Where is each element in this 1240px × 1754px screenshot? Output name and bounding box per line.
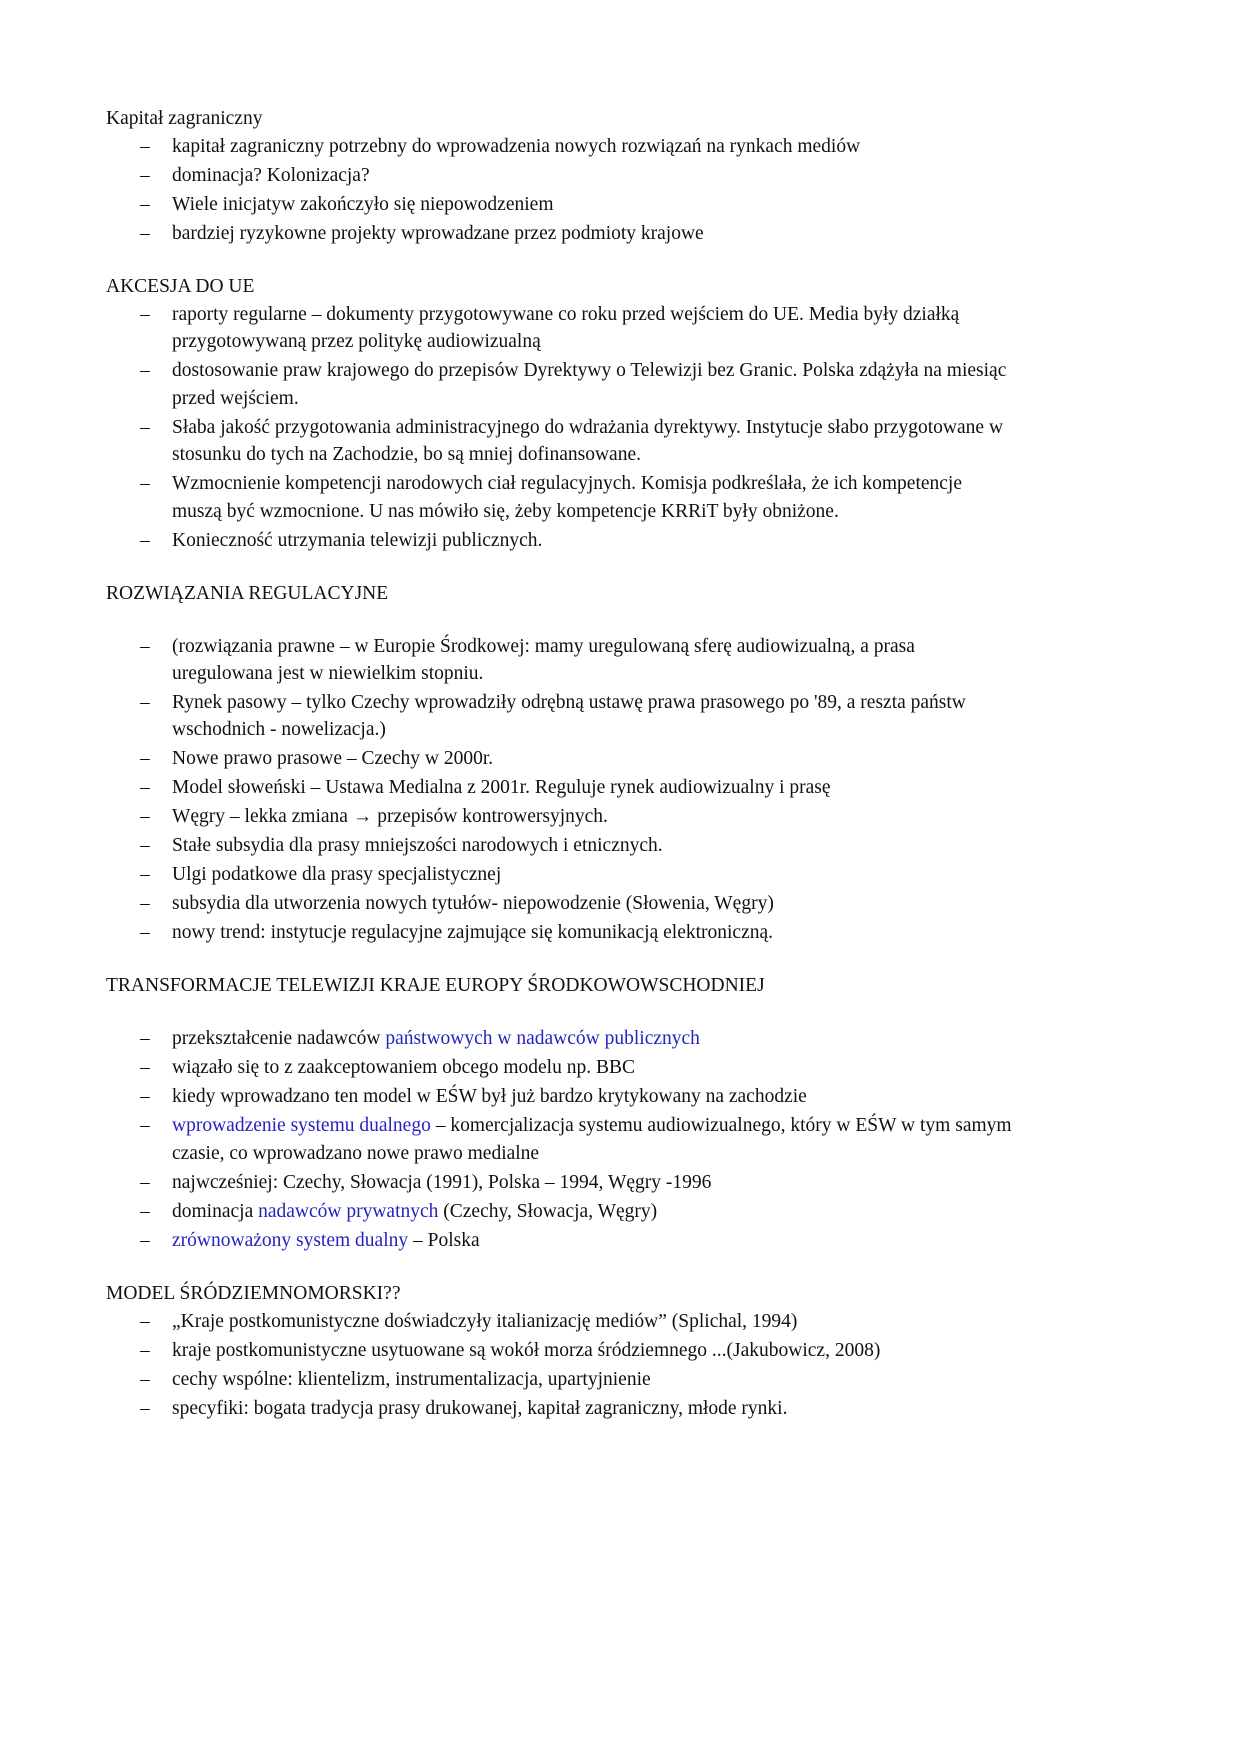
dash-bullet-icon: – [140, 1057, 150, 1079]
list-item [140, 1083, 1012, 1110]
dash-bullet-icon: – [140, 223, 150, 244]
dash-bullet-icon: – [140, 1229, 150, 1251]
item-text: nowy trend: instytucje regulacyjne zajmujące się komunikacją elektroniczną. [172, 922, 774, 944]
dash-bullet-icon: – [140, 473, 150, 495]
item-text: Węgry – lekka zmiana → przepisów kontrowersyjnych. [172, 806, 608, 828]
list-item [140, 1112, 1012, 1167]
item-text: dostosowanie praw krajowego do przepisów Dyrektywy o Telewizji bez Granic. Polska zdążyła na miesiąc przed wejściem. [172, 360, 1007, 409]
section-heading: MODEL ŚRÓDZIEMNOMORSKI?? [106, 1282, 401, 1304]
dash-bullet-icon: – [140, 692, 150, 714]
spacer [106, 556, 1006, 580]
dash-bullet-icon: – [140, 1339, 150, 1361]
list-item [140, 1054, 1012, 1081]
item-text: cechy wspólne: klientelizm, instrumentalizacja, upartyjnienie [172, 1368, 651, 1390]
list-item [140, 1198, 1012, 1225]
highlighted-text: zrównoważony system dualny [172, 1229, 409, 1251]
dash-bullet-icon: – [140, 360, 150, 382]
dash-bullet-icon: – [140, 748, 150, 770]
section [106, 556, 1006, 947]
item-text: Wiele inicjatyw zakończyło się niepowodzeniem [172, 194, 554, 215]
item-text: Rynek pasowy – tylko Czechy wprowadziły odrębną ustawę prawa prasowego po '89, a reszta państw wschodnich - nowelizacja.) [172, 692, 966, 741]
item-text: dominacja [172, 1200, 259, 1222]
dash-bullet-icon: – [140, 194, 150, 215]
item-text: – Polska [408, 1229, 480, 1251]
dash-bullet-icon: – [140, 1397, 150, 1419]
dash-bullet-icon: – [140, 136, 150, 157]
list-item [140, 633, 1012, 688]
spacer [106, 249, 1006, 273]
list-item [140, 470, 1012, 525]
dash-bullet-icon: – [140, 864, 150, 886]
bullet-list [106, 133, 1006, 247]
item-text: Model słoweński – Ustawa Medialna z 2001r. Reguluje rynek audiowizualny i prasę [172, 777, 831, 799]
item-text: subsydia dla utworzenia nowych tytułów- niepowodzenie (Słowenia, Węgry) [172, 893, 774, 915]
spacer [106, 1256, 1006, 1280]
item-text: raporty regularne – dokumenty przygotowywane co roku przed wejściem do UE. Media były działką przygotowywaną przez politykę audiowizualną [172, 304, 960, 353]
list-item [140, 774, 1012, 801]
item-text: (Czechy, Słowacja, Węgry) [438, 1200, 658, 1222]
section-heading: TRANSFORMACJE TELEWIZJI KRAJE EUROPY ŚRODKOWOWSCHODNIEJ [106, 975, 765, 997]
bullet-list [106, 633, 1006, 947]
list-item [140, 1337, 1012, 1364]
list-item [140, 133, 1012, 160]
item-text: „Kraje postkomunistyczne doświadczyły italianizację mediów” (Splichal, 1994) [172, 1310, 798, 1332]
list-item [140, 803, 1012, 830]
dash-bullet-icon: – [140, 1028, 150, 1050]
item-text: kraje postkomunistyczne usytuowane są wokół morza śródziemnego ...(Jakubowicz, 2008) [172, 1339, 881, 1361]
list-item [140, 1366, 1012, 1393]
section [106, 948, 1012, 1254]
dash-bullet-icon: – [140, 922, 150, 944]
item-text: kiedy wprowadzano ten model w EŚW był już bardzo krytykowany na zachodzie [172, 1086, 807, 1108]
dash-bullet-icon: – [140, 1171, 150, 1193]
highlighted-text: państwowych w nadawców publicznych [385, 1028, 700, 1050]
list-item [140, 220, 1012, 247]
list-item [140, 301, 1012, 356]
highlighted-text: wprowadzenie systemu dualnego [172, 1115, 431, 1137]
list-item [140, 191, 1012, 218]
spacer [106, 608, 1006, 633]
item-text: kapitał zagraniczny potrzebny do wprowadzenia nowych rozwiązań na rynkach mediów [172, 136, 861, 157]
spacer [106, 1000, 1006, 1025]
dash-bullet-icon: – [140, 529, 150, 551]
highlighted-text: nadawców prywatnych [258, 1200, 439, 1222]
list-item [140, 357, 1012, 412]
list-item [140, 861, 1012, 888]
spacer [106, 948, 1006, 972]
list-item [140, 1025, 1012, 1052]
item-text: dominacja? Kolonizacja? [172, 165, 370, 186]
item-text: – komercjalizacja systemu audiowizualnego, który w EŚW w tym samym czasie, co wprowadzano nowe prawo medialne [172, 1115, 1012, 1164]
section [106, 249, 1006, 554]
list-item [140, 1395, 1012, 1422]
item-text: (rozwiązania prawne – w Europie Środkowej: mamy uregulowaną sferę audiowizualną, a prasa uregulowana jest w niewielkim stopniu. [172, 635, 915, 685]
item-text: Słaba jakość przygotowania administracyjnego do wdrażania dyrektywy. Instytucje słabo przygotowane w stosunku do tych na Zachodzie, bo są mniej dofinansowane. [172, 416, 1004, 466]
list-item [140, 1308, 1012, 1335]
dash-bullet-icon: – [140, 1200, 150, 1222]
dash-bullet-icon: – [140, 1115, 150, 1137]
dash-bullet-icon: – [140, 893, 150, 915]
section-heading: ROZWIĄZANIA REGULACYJNE [106, 582, 389, 604]
list-item [140, 1227, 1012, 1254]
item-text: Wzmocnienie kompetencji narodowych ciał regulacyjnych. Komisja podkreślała, że ich kompetencje muszą być wzmocnione. U nas mówiło się, żeby kompetencje KRRiT były obniżone. [172, 473, 962, 522]
dash-bullet-icon: – [140, 1368, 150, 1390]
list-item [140, 745, 1012, 772]
dash-bullet-icon: – [140, 416, 150, 438]
dash-bullet-icon: – [140, 304, 150, 325]
item-text: specyfiki: bogata tradycja prasy drukowanej, kapitał zagraniczny, młode rynki. [172, 1397, 788, 1419]
item-text: bardziej ryzykowne projekty wprowadzane przez podmioty krajowe [172, 223, 704, 244]
item-text: Konieczność utrzymania telewizji publicznych. [172, 529, 543, 551]
dash-bullet-icon: – [140, 635, 150, 657]
list-item [140, 414, 1012, 469]
item-text: przekształcenie nadawców [172, 1028, 386, 1050]
dash-bullet-icon: – [140, 1086, 150, 1108]
item-text: Ulgi podatkowe dla prasy specjalistycznej [172, 864, 502, 886]
dash-bullet-icon: – [140, 165, 150, 186]
item-text: najwcześniej: Czechy, Słowacja (1991), Polska – 1994, Węgry -1996 [172, 1171, 712, 1193]
dash-bullet-icon: – [140, 1310, 150, 1332]
section [106, 105, 1006, 247]
dash-bullet-icon: – [140, 835, 150, 857]
list-item [140, 890, 1012, 917]
list-item [140, 689, 1012, 744]
list-item [140, 919, 1012, 946]
item-text: Stałe subsydia dla prasy mniejszości narodowych i etnicznych. [172, 835, 663, 857]
dash-bullet-icon: – [140, 806, 150, 828]
list-item [140, 832, 1012, 859]
bullet-list [106, 1025, 1012, 1254]
list-item [140, 1169, 1012, 1196]
bullet-list [106, 1308, 1006, 1422]
item-text: wiązało się to z zaakceptowaniem obcego modelu np. BBC [172, 1057, 635, 1079]
section-heading: AKCESJA DO UE [106, 276, 255, 297]
section-heading: Kapitał zagraniczny [106, 108, 263, 129]
document-page [106, 105, 1012, 1424]
list-item [140, 527, 1012, 554]
section [106, 1256, 1006, 1422]
list-item [140, 162, 1012, 189]
bullet-list [106, 301, 1006, 554]
dash-bullet-icon: – [140, 777, 150, 799]
item-text: Nowe prawo prasowe – Czechy w 2000r. [172, 748, 494, 770]
